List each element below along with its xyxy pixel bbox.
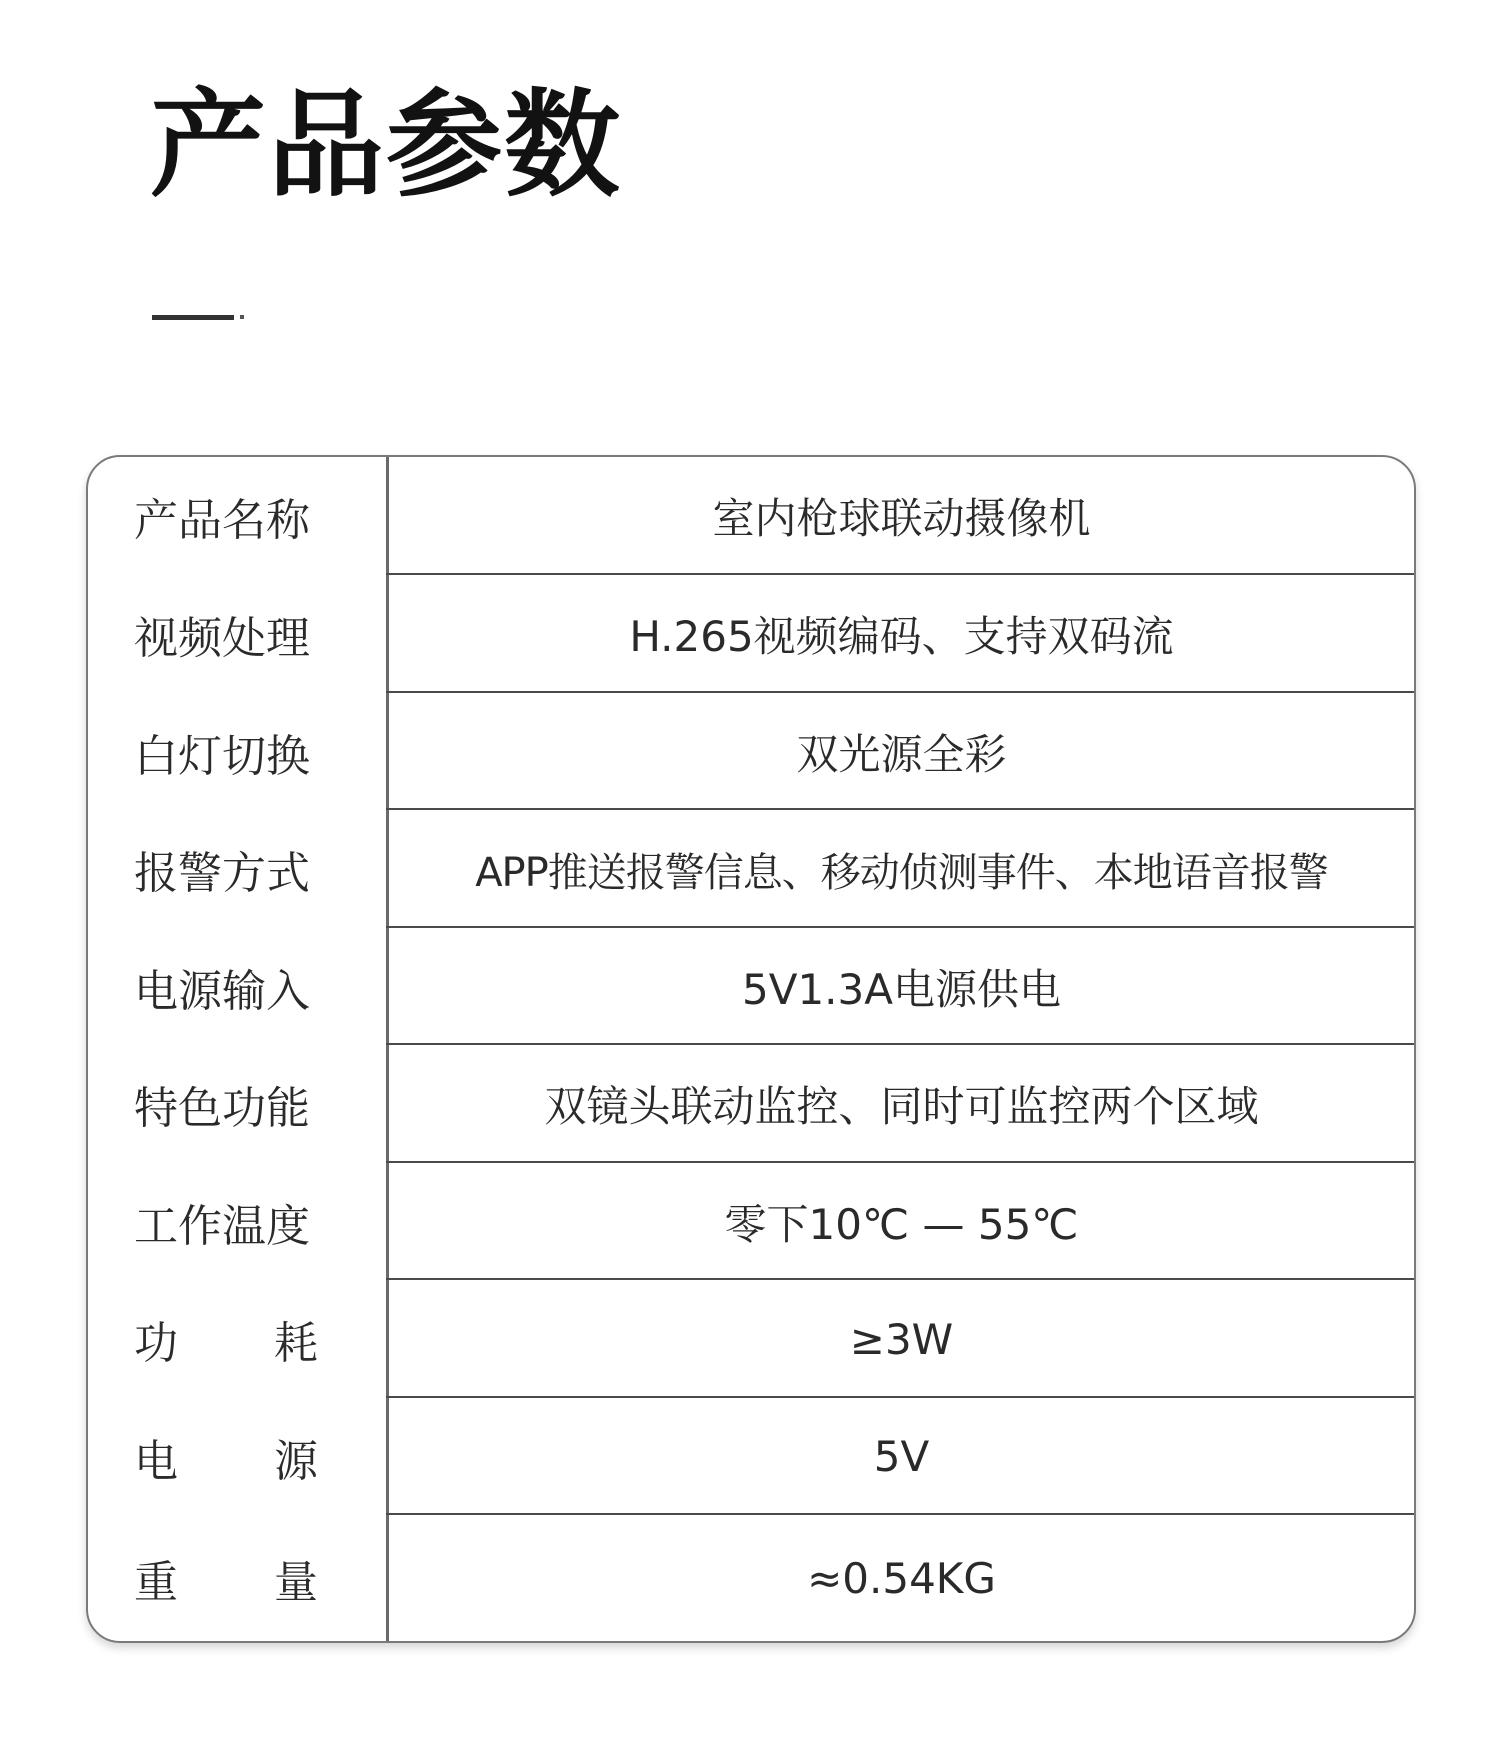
spec-label-char: 量: [274, 1557, 318, 1608]
spec-label-char: 功: [134, 1318, 178, 1369]
spec-row-power-supply: [88, 1398, 1414, 1515]
spec-value: 5V1.3A电源供电: [742, 964, 1061, 1014]
spec-value: APP推送报警信息、移动侦测事件、本地语音报警: [475, 849, 1328, 896]
spec-label: 白灯切换: [134, 730, 310, 782]
spec-label-char: 耗: [274, 1318, 318, 1369]
spec-value: 双镜头联动监控、同时可监控两个区域: [544, 1082, 1259, 1131]
spec-label: 电源输入: [134, 965, 310, 1017]
spec-table: [86, 455, 1416, 1643]
spec-row-product-name: [88, 457, 1414, 575]
spec-label: 视频处理: [134, 613, 310, 664]
spec-value: ≈0.54KG: [807, 1553, 996, 1603]
spec-label-char: 重: [134, 1557, 178, 1608]
spec-row-operating-temperature: [88, 1163, 1414, 1280]
spec-label: 报警方式: [134, 848, 310, 899]
spec-label: 产品名称: [134, 495, 310, 546]
spec-value: 零下10℃ — 55℃: [724, 1199, 1079, 1249]
spec-label-char: 源: [274, 1435, 318, 1487]
spec-row-weight: [88, 1515, 1414, 1641]
spec-value: H.265视频编码、支持双码流: [629, 612, 1174, 661]
spec-label: 工作温度: [134, 1200, 310, 1252]
spec-value: 5V: [873, 1432, 930, 1481]
spec-value: 双光源全彩: [796, 729, 1007, 779]
spec-value: 室内枪球联动摄像机: [712, 494, 1091, 543]
title-underline-divider: [152, 315, 234, 320]
spec-row-features: [88, 1045, 1414, 1163]
spec-label: [134, 1515, 318, 1641]
spec-value: ≥3W: [849, 1314, 954, 1364]
spec-row-alarm-mode: [88, 810, 1414, 928]
spec-row-power-consumption: [88, 1280, 1414, 1398]
spec-label: 特色功能: [134, 1083, 310, 1134]
title-underline-dot: [240, 315, 244, 319]
spec-label-char: 电: [134, 1435, 178, 1487]
spec-row-light-switch: [88, 693, 1414, 810]
page-title: 产品参数: [150, 78, 622, 213]
spec-label: [134, 1398, 318, 1515]
spec-row-power-input: [88, 928, 1414, 1045]
spec-label: [134, 1280, 318, 1398]
spec-row-video-processing: [88, 575, 1414, 693]
